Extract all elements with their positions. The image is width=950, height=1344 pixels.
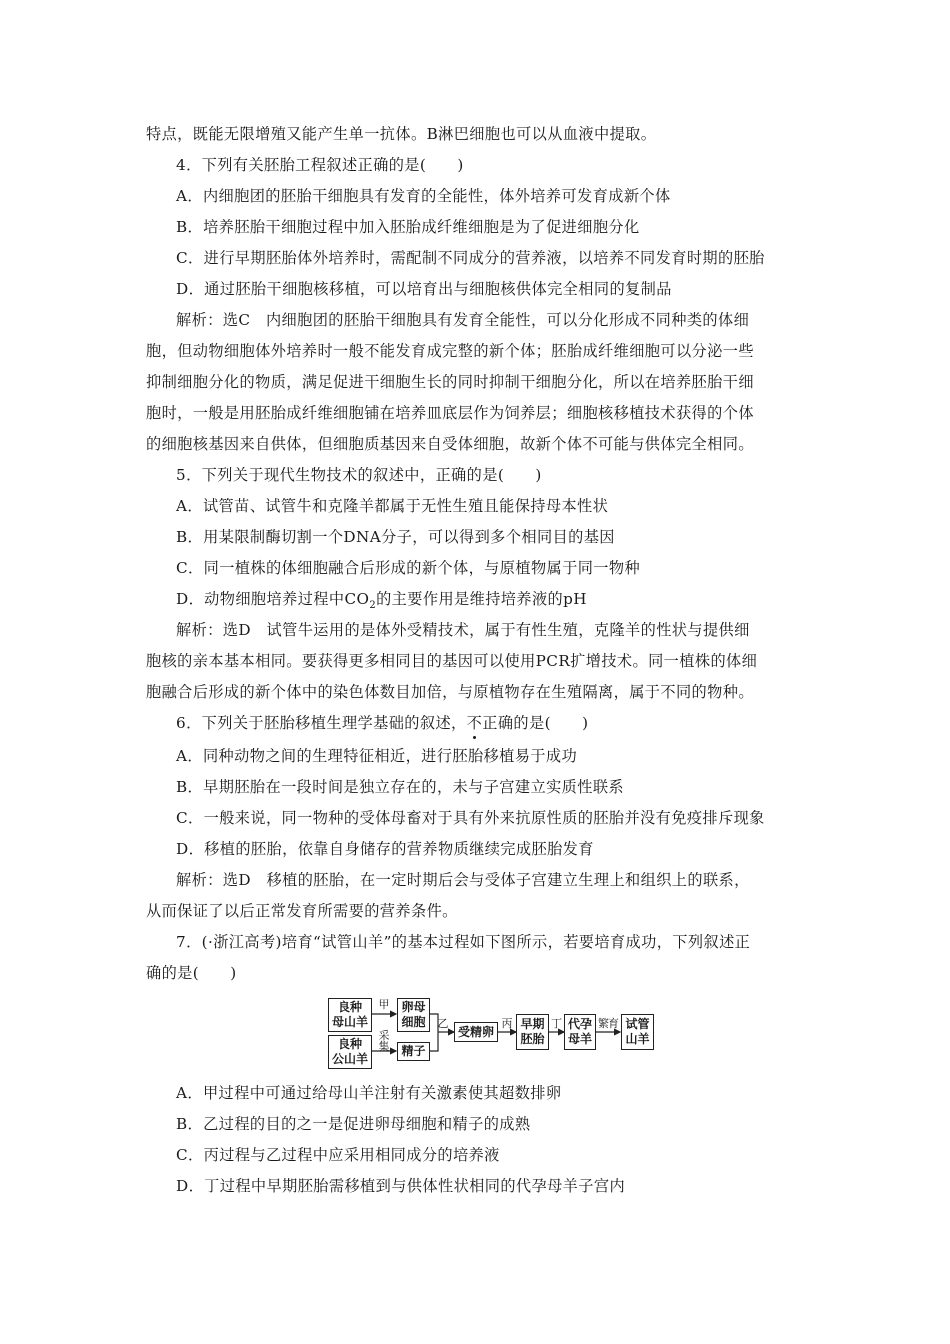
box-early-embryo: 早期 胚胎 bbox=[516, 1014, 549, 1050]
q6-option-c: C．一般来说，同一物种的受体母畜对于具有外来抗原性质的胚胎并没有免疫排斥现象 bbox=[176, 809, 765, 827]
q4-solution: 抑制细胞分化的物质，满足促进干细胞生长的同时抑制干细胞分化，所以在培养胚胎干细 bbox=[146, 373, 754, 391]
box-female-goat: 良种 母山羊 bbox=[328, 998, 372, 1032]
q5-option-d: D．动物细胞培养过程中$CO_2$的主要作用是维持培养液的pH bbox=[176, 590, 587, 612]
q6-solution: 解析：选D 移植的胚胎，在一定时期后会与受体子宫建立生理上和组织上的联系， bbox=[176, 871, 750, 889]
q7-option-d: D．丁过程中早期胚胎需移植到与供体性状相同的代孕母羊子宫内 bbox=[176, 1177, 626, 1195]
q5-option-c: C．同一植株的体细胞融合后形成的新个体，与原植物属于同一物种 bbox=[176, 559, 641, 577]
question-4: 4．下列有关胚胎工程叙述正确的是( ) bbox=[176, 156, 464, 174]
label-caiji: 采 集 bbox=[378, 1029, 390, 1053]
q4-option-b: B．培养胚胎干细胞过程中加入胚胎成纤维细胞是为了促进细胞分化 bbox=[176, 218, 640, 236]
q6-option-b: B．早期胚胎在一段时间是独立存在的，未与子宫建立实质性联系 bbox=[176, 778, 625, 796]
box-oocyte: 卵母 细胞 bbox=[397, 998, 430, 1032]
label-ding: 丁 bbox=[551, 1017, 562, 1030]
ivf-goat-flow-diagram bbox=[328, 994, 658, 1070]
q6-solution: 从而保证了以后正常发育所需要的营养条件。 bbox=[146, 902, 458, 920]
label-fanyu: 繁育 bbox=[598, 1017, 618, 1030]
q7-option-a: A．甲过程中可通过给母山羊注射有关激素使其超数排卵 bbox=[176, 1084, 562, 1102]
q7-option-b: B．乙过程的目的之一是促进卵母细胞和精子的成熟 bbox=[176, 1115, 531, 1133]
box-male-goat: 良种 公山羊 bbox=[328, 1035, 372, 1069]
label-jia: 甲 bbox=[378, 998, 390, 1011]
box-test-tube-goat: 试管 山羊 bbox=[621, 1014, 654, 1050]
q4-solution: 胞，但动物细胞体外培养时一般不能发育成完整的新个体；胚胎成纤维细胞可以分泌一些 bbox=[146, 342, 754, 360]
question-7: 确的是( ) bbox=[146, 964, 237, 982]
box-surrogate-ewe: 代孕 母羊 bbox=[564, 1014, 596, 1050]
question-6: 6．下列关于胚胎移植生理学基础的叙述，不正确的是( ) bbox=[176, 714, 589, 732]
q4-option-a: A．内细胞团的胚胎干细胞具有发育的全能性，体外培养可发育成新个体 bbox=[176, 187, 671, 205]
q5-solution: 胞融合后形成的新个体中的染色体数目加倍，与原植物存在生殖隔离，属于不同的物种。 bbox=[146, 683, 754, 701]
q4-solution: 胞时，一般是用胚胎成纤维细胞铺在培养皿底层作为饲养层；细胞核移植技术获得的个体 bbox=[146, 404, 754, 422]
box-sperm: 精子 bbox=[397, 1042, 430, 1061]
q5-solution: 解析：选D 试管牛运用的是体外受精技术，属于有性生殖，克隆羊的性状与提供细 bbox=[176, 621, 750, 639]
q4-option-d: D．通过胚胎干细胞核移植，可以培育出与细胞核供体完全相同的复制品 bbox=[176, 280, 672, 298]
label-yi: 乙 bbox=[437, 1017, 449, 1030]
q5-option-b: B．用某限制酶切割一个DNA分子，可以得到多个相同目的基因 bbox=[176, 528, 615, 546]
q4-solution: 解析：选C 内细胞团的胚胎干细胞具有发育全能性，可以分化形成不同种类的体细 bbox=[176, 311, 750, 329]
q7-option-c: C．丙过程与乙过程中应采用相同成分的培养液 bbox=[176, 1146, 500, 1164]
box-fertilized-egg: 受精卵 bbox=[454, 1022, 498, 1042]
q5-solution: 胞核的亲本基本相同。要获得更多相同目的基因可以使用PCR扩增技术。同一植株的体细 bbox=[146, 652, 758, 670]
q5-option-a: A．试管苗、试管牛和克隆羊都属于无性生殖且能保持母本性状 bbox=[176, 497, 609, 515]
q4-solution: 的细胞核基因来自供体，但细胞质基因来自受体细胞，故新个体不可能与供体完全相同。 bbox=[146, 435, 754, 453]
emphasis-mark: 不 bbox=[466, 714, 483, 732]
text-line: 特点，既能无限增殖又能产生单一抗体。B淋巴细胞也可以从血液中提取。 bbox=[146, 125, 657, 143]
question-5: 5．下列关于现代生物技术的叙述中，正确的是( ) bbox=[176, 466, 542, 484]
q6-option-a: A．同种动物之间的生理特征相近，进行胚胎移植易于成功 bbox=[176, 747, 578, 765]
label-bing: 丙 bbox=[501, 1017, 513, 1030]
q6-option-d: D．移植的胚胎，依靠自身储存的营养物质继续完成胚胎发育 bbox=[176, 840, 594, 858]
q4-option-c: C．进行早期胚胎体外培养时，需配制不同成分的营养液，以培养不同发育时期的胚胎 bbox=[176, 249, 765, 267]
question-7: 7．(·浙江高考)培育“试管山羊”的基本过程如下图所示，若要培育成功，下列叙述正 bbox=[176, 933, 751, 951]
